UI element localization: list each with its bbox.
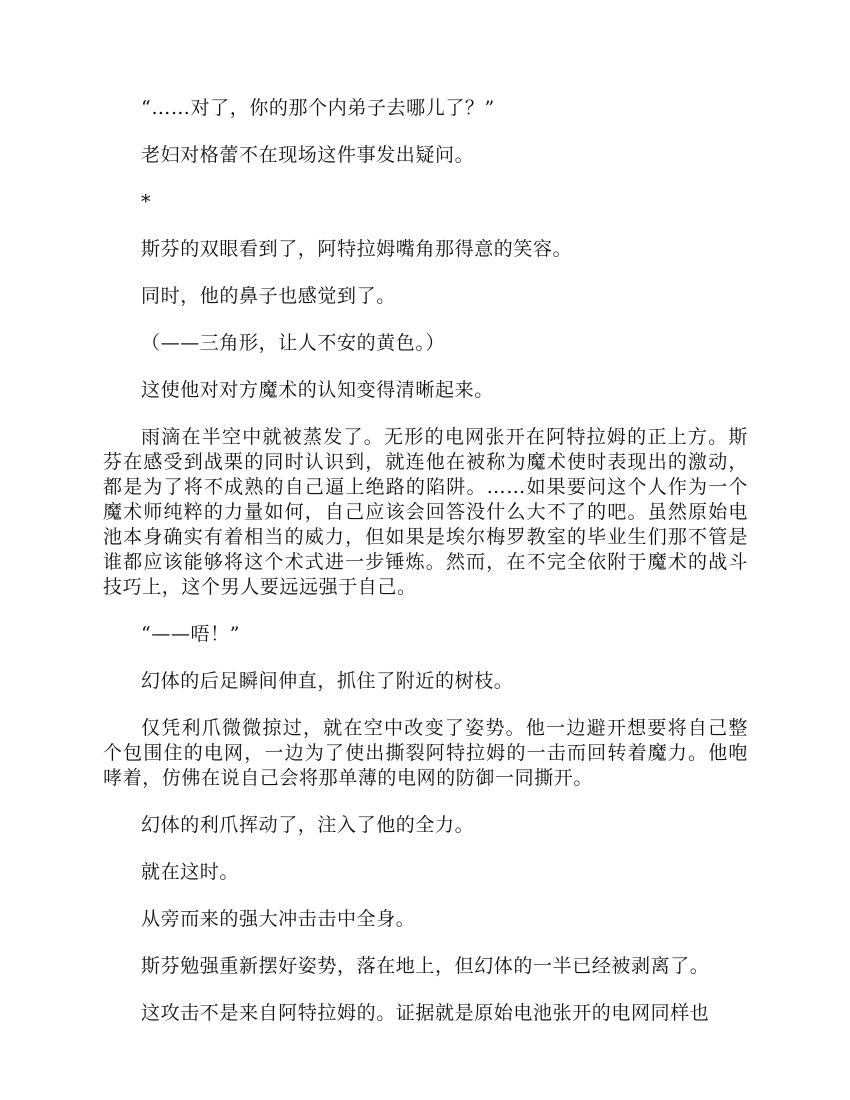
section-break: *	[141, 191, 152, 213]
paragraph-2: 老妇对格蕾不在现场这件事发出疑问。	[141, 144, 475, 166]
paragraph-11: 幻体的利爪挥动了，注入了他的全力。	[141, 814, 475, 836]
paragraph-4: 同时，他的鼻子也感觉到了。	[141, 285, 396, 307]
document-body	[103, 96, 748, 1026]
paragraph-12: 就在这时。	[141, 861, 240, 883]
paragraph-6: 这使他对对方魔术的认知变得清晰起来。	[141, 379, 494, 401]
paragraph-15: 这攻击不是来自阿特拉姆的。证据就是原始电池张开的电网同样也	[141, 1002, 710, 1024]
paragraph-10: 仅凭利爪微微掠过，就在空中改变了姿势。他一边避开想要将自己整个包围住的电网，一边为了使出撕裂阿特拉姆的一击而回转着魔力。他咆哮着，仿佛在说自己会将那单薄的电网的防御一同撕开。	[103, 717, 748, 789]
paragraph-8: “——唔！”	[141, 623, 241, 645]
paragraph-5: （——三角形，让人不安的黄色。）	[141, 332, 446, 354]
paragraph-3: 斯芬的双眼看到了，阿特拉姆嘴角那得意的笑容。	[141, 238, 573, 260]
paragraph-13: 从旁而来的强大冲击击中全身。	[141, 908, 416, 930]
paragraph-14: 斯芬勉强重新摆好姿势，落在地上，但幻体的一半已经被剥离了。	[141, 955, 710, 977]
paragraph-7: 雨滴在半空中就被蒸发了。无形的电网张开在阿特拉姆的正上方。斯芬在感受到战栗的同时认识到，就连他在被称为魔术使时表现出的激动，都是为了将不成熟的自己逼上绝路的陷阱。……如果要问这个人作为一个魔术师纯粹的力量如何，自己应该会回答没什么大不了的吧。虽然原始电池本身确实有着相当的威力，但如果是埃尔梅罗教室的毕业生们那不管是谁都应该能够将这个术式进一步锤炼。然而，在不完全依附于魔术的战斗技巧上，这个男人要远远强于自己。	[103, 426, 748, 598]
paragraph-9: 幻体的后足瞬间伸直，抓住了附近的树枝。	[141, 670, 514, 692]
paragraph-1: “……对了，你的那个内弟子去哪儿了？”	[141, 97, 495, 119]
